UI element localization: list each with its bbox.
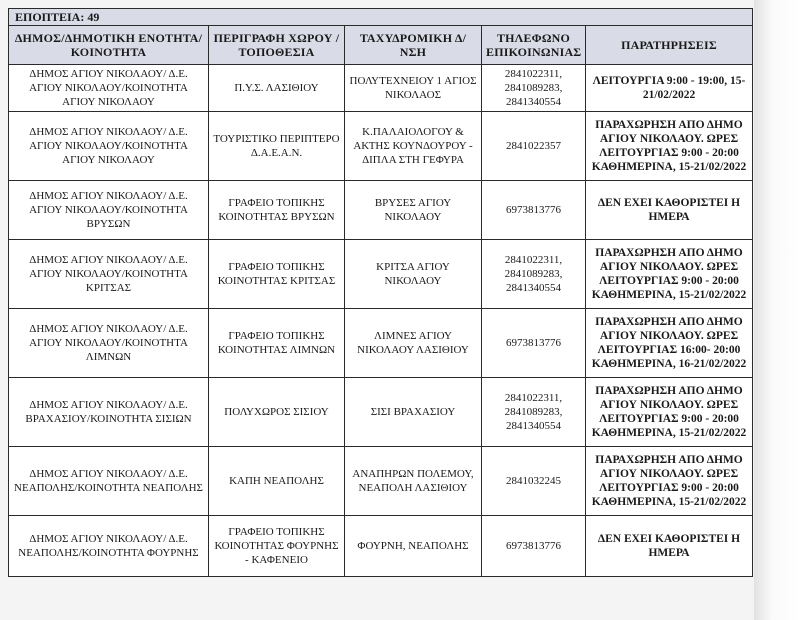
vaccination-points-table xyxy=(8,8,753,577)
header-municipality: ΔΗΜΟΣ/ΔΗΜΟΤΙΚΗ ΕΝΟΤΗΤΑ/ ΚΟΙΝΟΤΗΤΑ xyxy=(9,26,209,65)
cell-notes: ΠΑΡΑΧΩΡΗΣΗ ΑΠΟ ΔΗΜΟ ΑΓΙΟΥ ΝΙΚΟΛΑΟΥ. ΩΡΕΣ ΛΕΙΤΟΥΡΓΙΑΣ 9:00 - 20:00 ΚΑΘΗΜΕΡΙΝΑ, 15-21/02/2022 xyxy=(586,378,753,447)
cell-location: ΓΡΑΦΕΙΟ ΤΟΠΙΚΗΣ ΚΟΙΝΟΤΗΤΑΣ ΚΡΙΤΣΑΣ xyxy=(209,240,345,309)
supervision-label: ΕΠΟΠΤΕΙΑ: 49 xyxy=(9,9,753,26)
header-row xyxy=(9,26,753,65)
table-row xyxy=(9,309,753,378)
page-edge-shadow xyxy=(754,0,800,620)
cell-notes: ΠΑΡΑΧΩΡΗΣΗ ΑΠΟ ΔΗΜΟ ΑΓΙΟΥ ΝΙΚΟΛΑΟΥ. ΩΡΕΣ ΛΕΙΤΟΥΡΓΙΑΣ 9:00 - 20:00 ΚΑΘΗΜΕΡΙΝΑ, 15-21/02/2022 xyxy=(586,240,753,309)
cell-notes: ΔΕΝ ΕΧΕΙ ΚΑΘΟΡΙΣΤΕΙ Η ΗΜΕΡΑ xyxy=(586,181,753,240)
cell-location: ΓΡΑΦΕΙΟ ΤΟΠΙΚΗΣ ΚΟΙΝΟΤΗΤΑΣ ΛΙΜΝΩΝ xyxy=(209,309,345,378)
cell-notes: ΠΑΡΑΧΩΡΗΣΗ ΑΠΟ ΔΗΜΟ ΑΓΙΟΥ ΝΙΚΟΛΑΟΥ. ΩΡΕΣ ΛΕΙΤΟΥΡΓΙΑΣ 9:00 - 20:00 ΚΑΘΗΜΕΡΙΝΑ, 15-21/02/2022 xyxy=(586,447,753,516)
cell-address: ΒΡΥΣΕΣ ΑΓΙΟΥ ΝΙΚΟΛΑΟΥ xyxy=(345,181,482,240)
supervision-row xyxy=(9,9,753,26)
cell-location: ΓΡΑΦΕΙΟ ΤΟΠΙΚΗΣ ΚΟΙΝΟΤΗΤΑΣ ΦΟΥΡΝΗΣ - ΚΑΦΕΝΕΙΟ xyxy=(209,516,345,577)
cell-address: ΠΟΛΥΤΕΧΝΕΙΟΥ 1 ΑΓΙΟΣ ΝΙΚΟΛΑΟΣ xyxy=(345,65,482,112)
cell-notes: ΠΑΡΑΧΩΡΗΣΗ ΑΠΟ ΔΗΜΟ ΑΓΙΟΥ ΝΙΚΟΛΑΟΥ. ΩΡΕΣ ΛΕΙΤΟΥΡΓΙΑΣ 9:00 - 20:00 ΚΑΘΗΜΕΡΙΝΑ, 15-21/02/2022 xyxy=(586,112,753,181)
cell-address: ΣΙΣΙ ΒΡΑΧΑΣΙΟΥ xyxy=(345,378,482,447)
cell-municipality: ΔΗΜΟΣ ΑΓΙΟΥ ΝΙΚΟΛΑΟΥ/ Δ.Ε. ΑΓΙΟΥ ΝΙΚΟΛΑΟΥ/ΚΟΙΝΟΤΗΤΑ ΛΙΜΝΩΝ xyxy=(9,309,209,378)
cell-location: ΠΟΛΥΧΩΡΟΣ ΣΙΣΙΟΥ xyxy=(209,378,345,447)
cell-notes: ΔΕΝ ΕΧΕΙ ΚΑΘΟΡΙΣΤΕΙ Η ΗΜΕΡΑ xyxy=(586,516,753,577)
table-row xyxy=(9,447,753,516)
cell-address: ΦΟΥΡΝΗ, ΝΕΑΠΟΛΗΣ xyxy=(345,516,482,577)
cell-location: ΓΡΑΦΕΙΟ ΤΟΠΙΚΗΣ ΚΟΙΝΟΤΗΤΑΣ ΒΡΥΣΩΝ xyxy=(209,181,345,240)
table-row xyxy=(9,516,753,577)
header-phone: ΤΗΛΕΦΩΝΟ ΕΠΙΚΟΙΝΩΝΙΑΣ xyxy=(482,26,586,65)
header-address: ΤΑΧΥΔΡΟΜΙΚΗ Δ/ ΝΣΗ xyxy=(345,26,482,65)
cell-phones: 2841022311, 2841089283, 2841340554 xyxy=(482,65,586,112)
cell-phones: 2841022311, 2841089283, 2841340554 xyxy=(482,240,586,309)
cell-address: ΑΝΑΠΗΡΩΝ ΠΟΛΕΜΟΥ, ΝΕΑΠΟΛΗ ΛΑΣΙΘΙΟΥ xyxy=(345,447,482,516)
cell-municipality: ΔΗΜΟΣ ΑΓΙΟΥ ΝΙΚΟΛΑΟΥ/ Δ.Ε. ΝΕΑΠΟΛΗΣ/ΚΟΙΝΟΤΗΤΑ ΝΕΑΠΟΛΗΣ xyxy=(9,447,209,516)
cell-municipality: ΔΗΜΟΣ ΑΓΙΟΥ ΝΙΚΟΛΑΟΥ/ Δ.Ε. ΑΓΙΟΥ ΝΙΚΟΛΑΟΥ/ΚΟΙΝΟΤΗΤΑ ΑΓΙΟΥ ΝΙΚΟΛΑΟΥ xyxy=(9,112,209,181)
header-location: ΠΕΡΙΓΡΑΦΗ ΧΩΡΟΥ / ΤΟΠΟΘΕΣΙΑ xyxy=(209,26,345,65)
cell-address: ΛΙΜΝΕΣ ΑΓΙΟΥ ΝΙΚΟΛΑΟΥ ΛΑΣΙΘΙΟΥ xyxy=(345,309,482,378)
table-row xyxy=(9,112,753,181)
cell-location: ΚΑΠΗ ΝΕΑΠΟΛΗΣ xyxy=(209,447,345,516)
cell-municipality: ΔΗΜΟΣ ΑΓΙΟΥ ΝΙΚΟΛΑΟΥ/ Δ.Ε. ΝΕΑΠΟΛΗΣ/ΚΟΙΝΟΤΗΤΑ ΦΟΥΡΝΗΣ xyxy=(9,516,209,577)
table-row xyxy=(9,378,753,447)
cell-notes: ΠΑΡΑΧΩΡΗΣΗ ΑΠΟ ΔΗΜΟ ΑΓΙΟΥ ΝΙΚΟΛΑΟΥ. ΩΡΕΣ ΛΕΙΤΟΥΡΓΙΑΣ 16:00- 20:00 ΚΑΘΗΜΕΡΙΝΑ, 16-21/02/2022 xyxy=(586,309,753,378)
cell-phones: 2841022311, 2841089283, 2841340554 xyxy=(482,378,586,447)
cell-phones: 2841032245 xyxy=(482,447,586,516)
cell-location: Π.Υ.Σ. ΛΑΣΙΘΙΟΥ xyxy=(209,65,345,112)
cell-municipality: ΔΗΜΟΣ ΑΓΙΟΥ ΝΙΚΟΛΑΟΥ/ Δ.Ε. ΒΡΑΧΑΣΙΟΥ/ΚΟΙΝΟΤΗΤΑ ΣΙΣΙΩΝ xyxy=(9,378,209,447)
cell-municipality: ΔΗΜΟΣ ΑΓΙΟΥ ΝΙΚΟΛΑΟΥ/ Δ.Ε. ΑΓΙΟΥ ΝΙΚΟΛΑΟΥ/ΚΟΙΝΟΤΗΤΑ ΚΡΙΤΣΑΣ xyxy=(9,240,209,309)
cell-phones: 6973813776 xyxy=(482,181,586,240)
cell-municipality: ΔΗΜΟΣ ΑΓΙΟΥ ΝΙΚΟΛΑΟΥ/ Δ.Ε. ΑΓΙΟΥ ΝΙΚΟΛΑΟΥ/ΚΟΙΝΟΤΗΤΑ ΒΡΥΣΩΝ xyxy=(9,181,209,240)
cell-address: Κ.ΠΑΛΑΙΟΛΟΓΟΥ & ΑΚΤΗΣ ΚΟΥΝΔΟΥΡΟΥ - ΔΙΠΛΑ ΣΤΗ ΓΕΦΥΡΑ xyxy=(345,112,482,181)
cell-municipality: ΔΗΜΟΣ ΑΓΙΟΥ ΝΙΚΟΛΑΟΥ/ Δ.Ε. ΑΓΙΟΥ ΝΙΚΟΛΑΟΥ/ΚΟΙΝΟΤΗΤΑ ΑΓΙΟΥ ΝΙΚΟΛΑΟΥ xyxy=(9,65,209,112)
table-row xyxy=(9,181,753,240)
cell-location: ΤΟΥΡΙΣΤΙΚΟ ΠΕΡΙΠΤΕΡΟ Δ.Α.Ε.Α.Ν. xyxy=(209,112,345,181)
cell-phones: 6973813776 xyxy=(482,309,586,378)
cell-phones: 6973813776 xyxy=(482,516,586,577)
table-row xyxy=(9,65,753,112)
cell-phones: 2841022357 xyxy=(482,112,586,181)
cell-address: ΚΡΙΤΣΑ ΑΓΙΟΥ ΝΙΚΟΛΑΟΥ xyxy=(345,240,482,309)
cell-notes: ΛΕΙΤΟΥΡΓΙΑ 9:00 - 19:00, 15-21/02/2022 xyxy=(586,65,753,112)
table-row xyxy=(9,240,753,309)
header-notes: ΠΑΡΑΤΗΡΗΣΕΙΣ xyxy=(586,26,753,65)
